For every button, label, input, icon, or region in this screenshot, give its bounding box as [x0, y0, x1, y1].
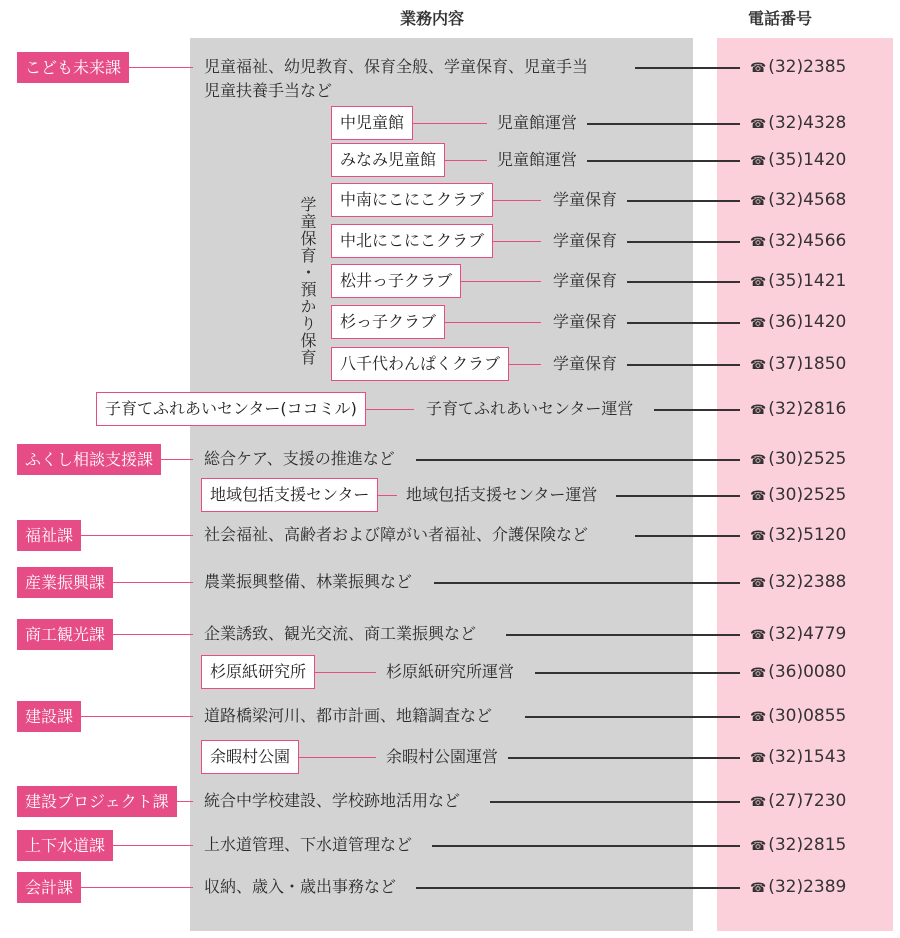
facility-label: みなみ児童館 — [331, 143, 445, 177]
phone-number-text: (35)1420 — [768, 150, 847, 170]
leader-line — [432, 845, 740, 847]
facility-label: 地域包括支援センター — [201, 478, 378, 512]
description-text: 上水道管理、下水道管理など — [204, 835, 413, 854]
description-text: 学童保育 — [553, 190, 618, 209]
connector-line — [81, 887, 193, 888]
description-text: 学童保育 — [553, 354, 618, 373]
telephone-icon: ☎ — [750, 316, 767, 331]
header-content: 業務内容 — [400, 9, 465, 28]
phone-number — [750, 791, 846, 813]
connector-line — [81, 716, 193, 717]
description-text: 杉原紙研究所運営 — [386, 662, 515, 681]
department-label: 建設プロジェクト課 — [17, 786, 177, 817]
description-text: 児童館運営 — [497, 113, 578, 132]
phone-number — [750, 190, 846, 212]
leader-line — [616, 495, 740, 497]
phone-number-text: (35)1421 — [768, 271, 847, 291]
telephone-icon: ☎ — [750, 881, 767, 896]
leader-line — [434, 582, 740, 584]
description-text: 農業振興整備、林業振興など — [204, 572, 413, 591]
telephone-icon: ☎ — [750, 489, 767, 504]
description-text: 児童館運営 — [497, 150, 578, 169]
facility-label: 余暇村公園 — [201, 740, 299, 774]
phone-number — [750, 57, 846, 79]
phone-number-text: (32)2815 — [768, 835, 847, 855]
telephone-icon: ☎ — [750, 117, 767, 132]
department-label: こども未来課 — [17, 52, 129, 83]
phone-number-text: (32)2389 — [768, 877, 847, 897]
connector-line — [493, 200, 541, 201]
description-text: 学童保育 — [553, 271, 618, 290]
telephone-icon: ☎ — [750, 275, 767, 290]
phone-number — [750, 747, 846, 769]
phone-number-text: (30)2525 — [768, 449, 847, 469]
phone-number-text: (30)0855 — [768, 706, 847, 726]
leader-line — [635, 535, 740, 537]
description-text: 学童保育 — [553, 312, 618, 331]
connector-line — [129, 67, 193, 68]
connector-line — [113, 634, 193, 635]
telephone-icon: ☎ — [750, 666, 767, 681]
telephone-icon: ☎ — [750, 628, 767, 643]
phone-number — [750, 877, 846, 899]
phone-number — [750, 271, 846, 293]
phone-number-text: (36)0080 — [768, 662, 847, 682]
telephone-icon: ☎ — [750, 235, 767, 250]
connector-line — [493, 241, 541, 242]
facility-label: 子育てふれあいセンター(ココミル) — [96, 392, 366, 426]
phone-number — [750, 354, 846, 376]
connector-line — [315, 672, 376, 673]
phone-number — [750, 150, 846, 172]
department-label: 産業振興課 — [17, 567, 113, 598]
phone-number — [750, 449, 846, 471]
phone-number-text: (32)5120 — [768, 525, 847, 545]
leader-line — [535, 672, 740, 674]
phone-number-text: (27)7230 — [768, 791, 847, 811]
leader-line — [627, 281, 740, 283]
facility-label: 中北にこにこクラブ — [331, 224, 493, 258]
telephone-icon: ☎ — [750, 795, 767, 810]
phone-number — [750, 662, 846, 684]
phone-number-text: (32)4328 — [768, 113, 847, 133]
phone-number-text: (32)2388 — [768, 572, 847, 592]
connector-line — [113, 582, 193, 583]
description-text: 学童保育 — [553, 231, 618, 250]
telephone-icon: ☎ — [750, 194, 767, 209]
facility-label: 杉っ子クラブ — [331, 305, 445, 339]
phone-number-text: (32)1543 — [768, 747, 847, 767]
department-label: 建設課 — [17, 701, 81, 732]
description-text: 社会福祉、高齢者および障がい者福祉、介護保険など — [204, 525, 589, 544]
leader-line — [416, 459, 740, 461]
vertical-label-gakudo: 学童保育・預かり保育 — [298, 196, 317, 366]
phone-number — [750, 624, 846, 646]
phone-number — [750, 231, 846, 253]
telephone-icon: ☎ — [750, 751, 767, 766]
connector-line — [161, 459, 193, 460]
connector-line — [413, 123, 487, 124]
department-label: 会計課 — [17, 872, 81, 903]
leader-line — [627, 241, 740, 243]
leader-line — [635, 67, 740, 69]
connector-line — [299, 757, 376, 758]
leader-line — [627, 364, 740, 366]
phone-number-text: (30)2525 — [768, 485, 847, 505]
connector-line — [378, 495, 397, 496]
leader-line — [525, 716, 740, 718]
facility-label: 松井っ子クラブ — [331, 264, 461, 298]
leader-line — [587, 160, 740, 162]
description-text: 収納、歳入・歳出事務など — [204, 877, 397, 896]
telephone-icon: ☎ — [750, 61, 767, 76]
phone-number-text: (32)4568 — [768, 190, 847, 210]
phone-number-text: (32)4779 — [768, 624, 847, 644]
description-text-line2: 児童扶養手当など — [204, 81, 333, 100]
description-text: 統合中学校建設、学校跡地活用など — [204, 791, 461, 810]
description-text: 地域包括支援センター運営 — [406, 485, 598, 504]
phone-number-text: (32)2385 — [768, 57, 847, 77]
facility-label: 杉原紙研究所 — [201, 655, 315, 689]
department-label: 上下水道課 — [17, 830, 113, 861]
telephone-icon: ☎ — [750, 154, 767, 169]
facility-label: 中児童館 — [331, 106, 413, 140]
phone-number — [750, 399, 846, 421]
facility-label: 八千代わんぱくクラブ — [331, 347, 509, 381]
description-text: 児童福祉、幼児教育、保育全般、学童保育、児童手当 — [204, 57, 589, 76]
connector-line — [113, 845, 193, 846]
connector-line — [461, 281, 541, 282]
description-text: 子育てふれあいセンター運営 — [426, 399, 634, 418]
telephone-icon: ☎ — [750, 358, 767, 373]
leader-line — [506, 634, 740, 636]
leader-line — [508, 757, 740, 759]
telephone-icon: ☎ — [750, 839, 767, 854]
leader-line — [627, 322, 740, 324]
leader-line — [627, 200, 740, 202]
facility-label: 中南にこにこクラブ — [331, 183, 493, 217]
connector-line — [509, 364, 541, 365]
phone-number-text: (32)2816 — [768, 399, 847, 419]
leader-line — [490, 801, 740, 803]
telephone-icon: ☎ — [750, 403, 767, 418]
header-phone: 電話番号 — [748, 9, 813, 28]
phone-number — [750, 113, 846, 135]
leader-line — [587, 123, 740, 125]
phone-number-text: (37)1850 — [768, 354, 847, 374]
telephone-icon: ☎ — [750, 576, 767, 591]
description-text: 企業誘致、観光交流、商工業振興など — [204, 624, 477, 643]
phone-number-text: (36)1420 — [768, 312, 847, 332]
phone-number — [750, 572, 846, 594]
telephone-icon: ☎ — [750, 453, 767, 468]
connector-line — [445, 160, 487, 161]
phone-number — [750, 485, 846, 507]
department-label: 商工観光課 — [17, 619, 113, 650]
phone-number — [750, 525, 846, 547]
department-label: ふくし相談支援課 — [17, 444, 161, 475]
connector-line — [366, 409, 414, 410]
phone-number-text: (32)4566 — [768, 231, 847, 251]
department-label: 福祉課 — [17, 520, 81, 551]
description-text: 総合ケア、支援の推進など — [204, 449, 395, 468]
phone-number — [750, 312, 846, 334]
connector-line — [177, 801, 193, 802]
connector-line — [445, 322, 541, 323]
phone-number — [750, 835, 846, 857]
connector-line — [81, 535, 193, 536]
description-text: 余暇村公園運営 — [386, 747, 499, 766]
description-text: 道路橋梁河川、都市計画、地籍調査など — [204, 706, 493, 725]
leader-line — [654, 409, 740, 411]
telephone-icon: ☎ — [750, 529, 767, 544]
phone-number — [750, 706, 846, 728]
telephone-icon: ☎ — [750, 710, 767, 725]
leader-line — [416, 887, 740, 889]
